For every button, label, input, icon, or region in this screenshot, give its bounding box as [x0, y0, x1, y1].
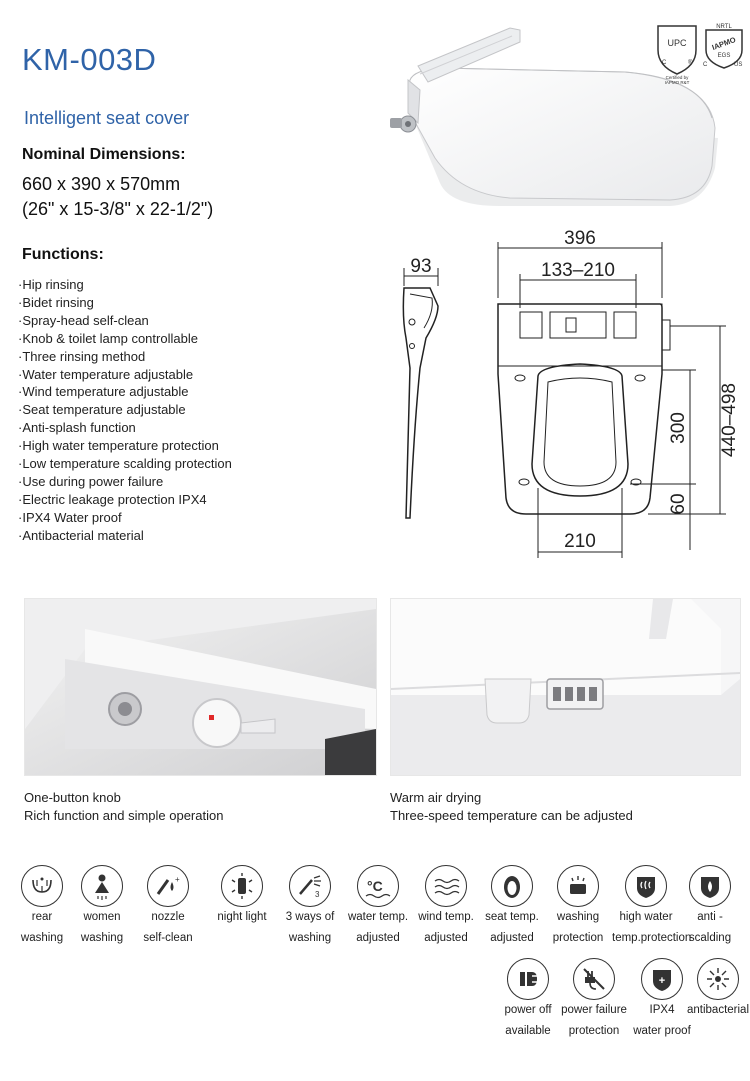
dim-seat-length: 300	[668, 412, 689, 444]
caption-knob-line2: Rich function and simple operation	[24, 808, 224, 823]
feature-label: high water	[619, 911, 673, 923]
feature-label: water temp.	[347, 911, 409, 923]
iapmo-mark-bot: EGS	[717, 53, 731, 59]
function-item: ·Antibacterial material	[18, 527, 144, 543]
feature-antibacterial	[684, 958, 750, 1021]
function-item: ·Seat temperature adjustable	[18, 402, 186, 418]
caption-air-drying-line2: Three-speed temperature can be adjusted	[390, 808, 633, 823]
feature-anti-scalding	[676, 865, 744, 949]
feature-label: water proof	[633, 1025, 691, 1037]
feature-label: adjusted	[424, 932, 468, 944]
nozzle-self-clean-icon	[147, 865, 189, 907]
dimensions-heading: Nominal Dimensions:	[22, 146, 186, 163]
function-item: ·Low temperature scalding protection	[18, 456, 232, 472]
feature-seat-temp	[478, 865, 546, 949]
feature-label: antibacterial	[686, 1004, 749, 1016]
anti-scalding-icon	[689, 865, 731, 907]
feature-label: protection	[552, 932, 604, 944]
svg-text:3: 3	[315, 890, 320, 899]
upc-mark-c: C	[662, 60, 667, 66]
function-item: ·IPX4 Water proof	[18, 509, 122, 525]
antibacterial-icon	[697, 958, 739, 1000]
function-item: ·Knob & toilet lamp controllable	[18, 330, 198, 346]
feature-label: nozzle	[151, 911, 185, 923]
function-item: ·High water temperature protection	[18, 438, 219, 454]
feature-women-washing	[68, 865, 136, 949]
feature-label: adjusted	[356, 932, 400, 944]
seat-temp-icon	[491, 865, 533, 907]
air-drying-photo	[390, 598, 741, 776]
feature-power-off-available	[494, 958, 562, 1042]
function-item: ·Electric leakage protection IPX4	[18, 491, 207, 507]
feature-nozzle-self-clean	[134, 865, 202, 949]
dim-total-length: 440–498	[719, 383, 740, 457]
function-item: ·Spray-head self-clean	[18, 312, 149, 328]
feature-label: temp.protection	[612, 932, 692, 944]
feature-wind-temp	[412, 865, 480, 949]
feature-label: 3 ways of	[285, 911, 335, 923]
dimensions-imperial: (26" x 15-3/8" x 22-1/2")	[22, 199, 214, 219]
product-subtitle: Intelligent seat cover	[24, 108, 190, 128]
feature-label: wind temp.	[418, 911, 474, 923]
feature-three-ways-washing	[276, 865, 344, 949]
feature-label: washing	[80, 932, 124, 944]
rear-washing-icon	[21, 865, 63, 907]
knob-photo	[24, 598, 377, 776]
feature-water-temp	[344, 865, 412, 949]
feature-rear-washing	[8, 865, 76, 949]
feature-label: protection	[568, 1025, 620, 1037]
washing-protection-icon	[557, 865, 599, 907]
feature-high-water-temp-protection	[612, 865, 692, 949]
feature-label: women	[83, 911, 121, 923]
night-light-icon	[221, 865, 263, 907]
caption-air-drying-line1: Warm air drying	[390, 790, 482, 805]
function-item: ·Use during power failure	[18, 473, 164, 489]
functions-heading: Functions:	[22, 246, 104, 263]
dim-bottom-width: 210	[564, 531, 596, 552]
function-item: ·Wind temperature adjustable	[18, 384, 189, 400]
caption-air-drying	[390, 789, 633, 825]
feature-label: self-clean	[143, 932, 193, 944]
ipx4-waterproof-icon	[641, 958, 683, 1000]
dim-side-width: 93	[410, 256, 432, 277]
dim-bottom-offset: 60	[668, 493, 689, 515]
feature-label: washing	[288, 932, 332, 944]
model-title: KM-003D	[22, 42, 157, 77]
feature-label: power off	[504, 1004, 552, 1016]
upc-mark-r: ®	[688, 60, 693, 66]
feature-label: power failure	[561, 1004, 627, 1016]
function-item: ·Bidet rinsing	[18, 294, 94, 310]
iapmo-mark-top: NRTL	[716, 24, 732, 30]
function-item: ·Water temperature adjustable	[18, 366, 194, 382]
iapmo-mark-c: C	[703, 62, 708, 68]
caption-knob	[24, 789, 223, 825]
feature-label: rear	[31, 911, 53, 923]
functions-list	[18, 276, 232, 545]
feature-label: washing	[556, 911, 600, 923]
feature-washing-protection	[544, 865, 612, 949]
svg-text:+: +	[175, 875, 180, 884]
feature-label: adjusted	[490, 932, 534, 944]
feature-label: seat temp.	[485, 911, 539, 923]
feature-label: night light	[217, 911, 267, 923]
iapmo-mark-us: US	[734, 62, 743, 68]
feature-power-failure-protection	[560, 958, 628, 1042]
women-washing-icon	[81, 865, 123, 907]
svg-text:°C: °C	[367, 878, 383, 894]
feature-night-light	[208, 865, 276, 928]
function-item: ·Three rinsing method	[18, 348, 146, 364]
upc-mark-text: UPC	[667, 38, 687, 48]
caption-knob-line1: One-button knob	[24, 790, 121, 805]
dimensions-metric: 660 x 390 x 570mm	[22, 174, 181, 194]
three-ways-washing-icon	[289, 865, 331, 907]
dim-total-width: 396	[564, 228, 596, 249]
feature-label: scalding	[688, 932, 732, 944]
function-item: ·Anti-splash function	[18, 420, 136, 436]
upc-mark-small1: Certified by	[665, 75, 689, 80]
feature-label: IPX4	[649, 1004, 675, 1016]
upc-mark-small2: IAPMO R&T	[664, 80, 690, 84]
power-off-available-icon	[507, 958, 549, 1000]
power-failure-protection-icon	[573, 958, 615, 1000]
wind-temp-icon	[425, 865, 467, 907]
iapmo-certification-logo	[702, 22, 746, 70]
technical-drawing	[390, 228, 750, 568]
iapmo-mark-mid: IAPMO	[710, 35, 737, 52]
dim-inner-width: 133–210	[541, 260, 615, 281]
upc-certification-logo	[654, 22, 700, 84]
feature-label: anti -	[697, 911, 723, 923]
feature-label: washing	[20, 932, 64, 944]
function-item: ·Hip rinsing	[18, 277, 84, 292]
high-water-temp-protection-icon	[625, 865, 667, 907]
feature-label: available	[505, 1025, 551, 1037]
svg-text:+: +	[658, 975, 666, 987]
water-temp-icon	[357, 865, 399, 907]
